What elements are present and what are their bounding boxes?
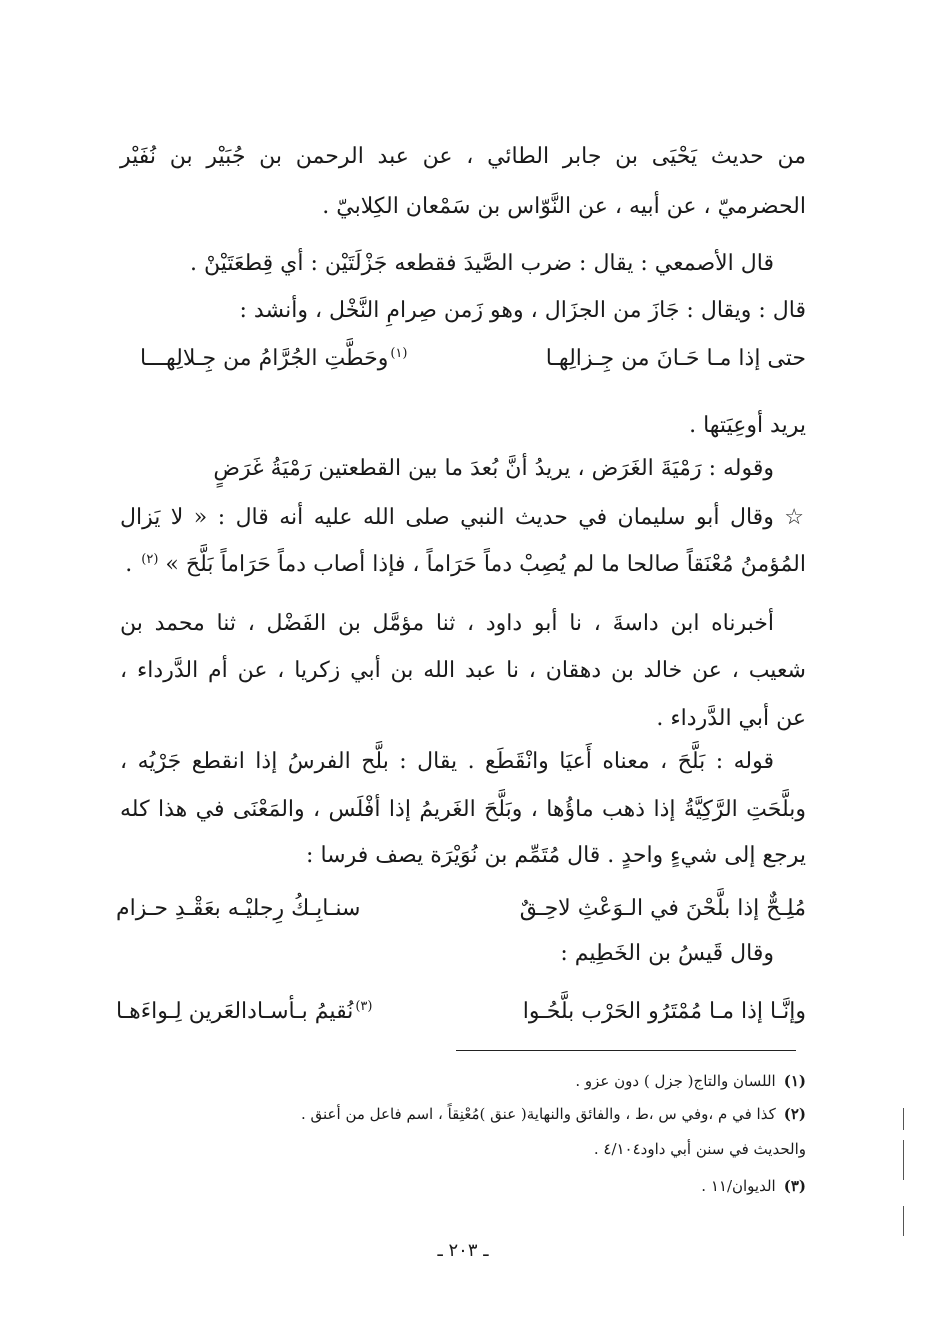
page-number: ـ ٢٠٣ ـ: [437, 1240, 489, 1261]
body-line-13: وبلَّحَتِ الرَّكِيَّةُ إذا ذهب ماؤُها ، وبَلَّحَ الغَريمُ إذا أفْلَس ، والمَعْنَى في هذا كله: [120, 797, 806, 822]
margin-mark-1: [903, 1108, 904, 1130]
body-line-6: وقوله : رَمْيَةَ الغَرَض ، يريدُ أنَّ بُعدَ ما بين القطعتين رَمْيَةُ غَرَضٍ: [213, 456, 774, 481]
body-line-5: يريد أوعِيَتها .: [689, 413, 806, 438]
margin-mark-2: [903, 1140, 904, 1180]
footnote-3-text: الديوان/١١ .: [701, 1177, 776, 1195]
footnote-3: [110, 1177, 806, 1197]
footnote-2: [110, 1105, 806, 1125]
verse-3-second-hemistich: $^{(٣)}$نُقيمُ بـأسـادالعَرين لِـواءَهـا: [116, 998, 373, 1024]
body-line-2: الحضرميّ ، عن أبيه ، عن النَّوّاس بن سَمْعان الكِلابيّ .: [322, 194, 806, 219]
footnote-2-text: كذا في م ،وفي س ،ط ، والفائق والنهاية( عنق )مُعْنِقاً ، اسم فاعل من أعنق .: [300, 1105, 776, 1123]
footnote-3-number: (٣): [783, 1177, 806, 1195]
verse-1-first-hemistich: حتى إذا مـا حَـانَ من جِـزالِهـا: [545, 346, 806, 371]
body-line-1: من حديث يَحْيَى بن جابر الطائي ، عن عبد الرحمن بن جُبَيْر بن نُفَيْر: [120, 144, 806, 169]
footnote-marker-3: (٣): [355, 998, 373, 1014]
body-line-12: قوله : بَلَّحَ ، معناه أَعيَا وانْقَطَع . يقال : بلَّح الفرسُ إذا انقطع جَرْيُه ،: [120, 749, 774, 774]
body-line-9: أخبرناه ابن داسةَ ، نا أبو داود ، ثنا مؤمَّل بن الفَضْل ، ثنا محمد بن: [120, 611, 774, 636]
body-line-10: شعيب ، عن خالد بن دهقان ، نا عبد الله بن أبي زكريا ، عن أم الدَّرداء ،: [120, 658, 806, 683]
footnote-2-continuation: [110, 1140, 806, 1160]
verse-2-second-hemistich: سنـابِـكُ رِجليْـه بعَقْـدِ حـزام: [116, 896, 361, 921]
footnote-1: [110, 1072, 806, 1092]
verse-2-first-hemistich: مُلِـحٌّ إذا بلَّحْنَ في الـوَعْثِ لاحِـقٌ: [519, 896, 806, 921]
footnote-1-text: اللسان والتاج( جزل ) دون عزو .: [575, 1072, 776, 1090]
footnote-1-number: (١): [783, 1072, 806, 1090]
body-line-14: يرجع إلى شيءٍ واحدٍ . قال مُتَمِّم بن نُوَيْرَة يصف فرسا :: [306, 843, 806, 868]
verse-1: [116, 345, 806, 379]
body-line-8: [120, 551, 806, 579]
hadith-end-dot: .: [125, 552, 133, 577]
footnote-marker-2: (٢): [141, 551, 159, 567]
verse-3-first-hemistich: وإنَّـا إذا مـا مُمْتَرُو الحَرْب بلَّحُـوا: [522, 999, 806, 1024]
footnote-separator: [456, 1050, 796, 1051]
body-line-15: وقال قَيسُ بن الخَطِيم :: [560, 941, 774, 966]
margin-mark-3: [903, 1206, 904, 1236]
body-line-11: عن أبي الدَّرداء .: [656, 706, 806, 731]
footnote-marker-1: (١): [390, 345, 408, 361]
hadith-text: المُؤمنُ مُعْنَقاً صالحا ما لم يُصِبْ دماً حَرَاماً ، فإذا أصاب دماً حَرَاماً بَلَّحَ »: [165, 552, 806, 577]
body-line-7: ☆ وقال أبو سليمان في حديث النبي صلى الله عليه أنه قال : « لا يَزال: [120, 505, 804, 530]
body-line-4: قال : ويقال : جَازَ من الجزَال ، وهو زَمن صِرامِ النَّخْل ، وأنشد :: [239, 298, 806, 323]
verse-3: [116, 998, 806, 1032]
footnote-2-continuation-text: والحديث في سنن أبي داود٤/١٠٤ .: [593, 1140, 806, 1158]
verse-1-second-hemistich: $^{(١)}$وحَطَّتِ الجُرَّامُ من جِـلالِهـــا: [140, 345, 408, 371]
footnote-2-number: (٢): [783, 1105, 806, 1123]
body-line-3: قال الأصمعي : يقال : ضرب الصَّيدَ فقطعه جَزْلَتَيْن : أي قِطعَتَيْنْ .: [189, 251, 774, 276]
verse-2: [116, 895, 806, 929]
